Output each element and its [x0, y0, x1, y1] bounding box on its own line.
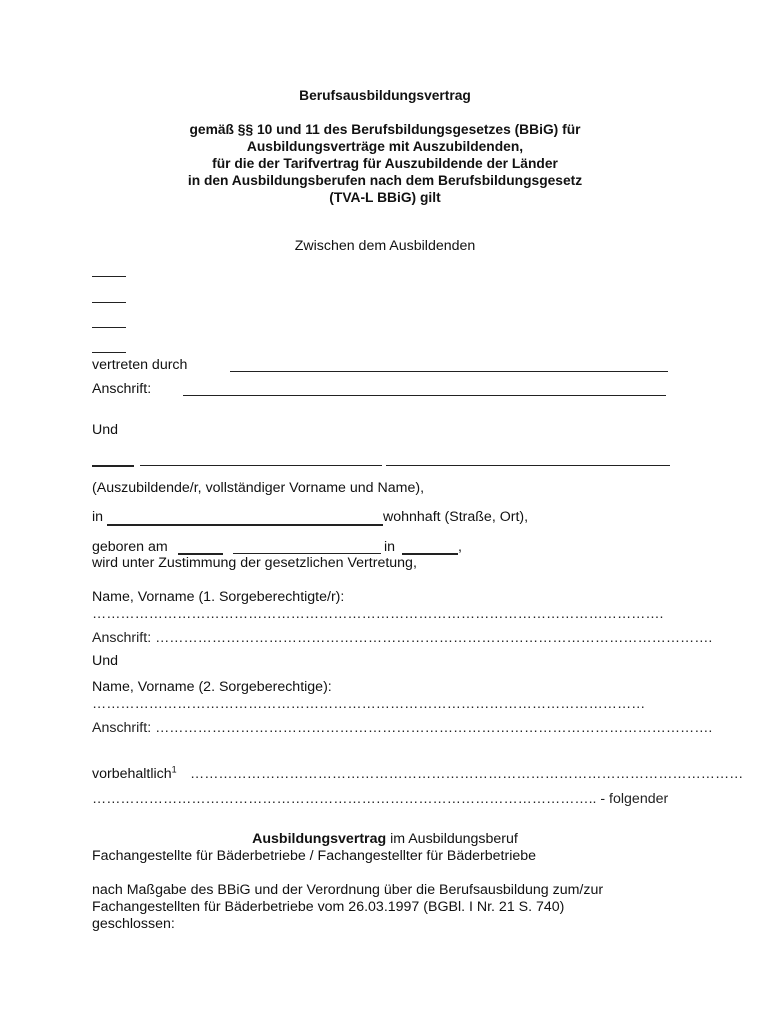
- blank-line-4[interactable]: [92, 352, 126, 353]
- born-comma: ,: [458, 539, 462, 555]
- subtitle-line-4: in den Ausbildungsberufen nach dem Berufsbildungsgesetz: [187, 173, 583, 188]
- residence-place-field[interactable]: [107, 524, 383, 526]
- guardian2-name-field[interactable]: ………………………………………………………………………………………………………: [92, 696, 646, 712]
- guardian1-address-field[interactable]: Anschrift: ……………………………………………………………………………………………………….: [92, 630, 713, 646]
- represented-by-label: vertreten durch: [92, 357, 188, 373]
- reservation-label: [92, 766, 177, 782]
- subtitle-line-1: gemäß §§ 10 und 11 des Berufsbildungsgesetzes (BBiG) für: [189, 122, 581, 137]
- born-label: geboren am: [92, 539, 168, 555]
- guardian2-label: Name, Vorname (2. Sorgeberechtige):: [92, 679, 332, 695]
- between-label: Zwischen dem Ausbildenden: [294, 238, 476, 254]
- trainee-field-1[interactable]: [92, 465, 134, 467]
- footnote-marker: 1: [171, 764, 177, 775]
- trainee-field-2[interactable]: [140, 465, 382, 466]
- contract-heading: [0, 831, 770, 847]
- consent-text: wird unter Zustimmung der gesetzlichen Vertretung,: [92, 555, 417, 571]
- trainer-address-label: Anschrift:: [92, 381, 152, 397]
- blank-line-1[interactable]: [92, 276, 126, 277]
- following-line[interactable]: …………………………………………………………………………………………….. - folgender: [92, 791, 669, 807]
- guardian1-label: Name, Vorname (1. Sorgeberechtigte/r):: [92, 589, 345, 605]
- residence-label: wohnhaft (Straße, Ort),: [383, 509, 529, 525]
- reservation-text: vorbehaltlich: [92, 766, 172, 782]
- closing-line-1: nach Maßgabe des BBiG und der Verordnung über die Berufsausbildung zum/zur: [92, 882, 604, 898]
- trainer-address-field[interactable]: [183, 395, 666, 396]
- trainee-field-3[interactable]: [386, 465, 670, 466]
- guardian2-address-field[interactable]: Anschrift: ……………………………………………………………………………………………………….: [92, 720, 713, 736]
- in-label: in: [92, 509, 104, 525]
- and2-label: Und: [92, 653, 119, 669]
- contract-rest: im Ausbildungsberuf: [386, 831, 518, 847]
- profession-text: Fachangestellte für Bäderbetriebe / Fachangestellter für Bäderbetriebe: [92, 848, 537, 864]
- contract-bold: Ausbildungsvertrag: [252, 831, 387, 847]
- guardian1-name-field[interactable]: ………………………………………………………………………………………………………….: [92, 606, 664, 622]
- document-title: Berufsausbildungsvertrag: [299, 88, 471, 103]
- reservation-field[interactable]: ………………………………………………………………………………………………………: [190, 766, 744, 782]
- subtitle-line-5: (TVA-L BBiG) gilt: [329, 190, 441, 205]
- blank-line-3[interactable]: [92, 327, 126, 328]
- trainee-note: (Auszubildende/r, vollständiger Vorname und Name),: [92, 480, 425, 496]
- represented-by-field[interactable]: [230, 371, 668, 372]
- born-in-label: in: [384, 539, 396, 555]
- closing-line-2: Fachangestellten für Bäderbetriebe vom 26.03.1997 (BGBl. I Nr. 21 S. 740): [92, 899, 565, 915]
- closing-line-3: geschlossen:: [92, 916, 175, 932]
- subtitle-line-3: für die der Tarifvertrag für Auszubildende der Länder: [212, 156, 558, 171]
- blank-line-2[interactable]: [92, 302, 126, 303]
- subtitle-line-2: Ausbildungsverträge mit Auszubildenden,: [246, 139, 524, 154]
- birth-date-field-2[interactable]: [233, 553, 381, 554]
- and-label: Und: [92, 422, 119, 438]
